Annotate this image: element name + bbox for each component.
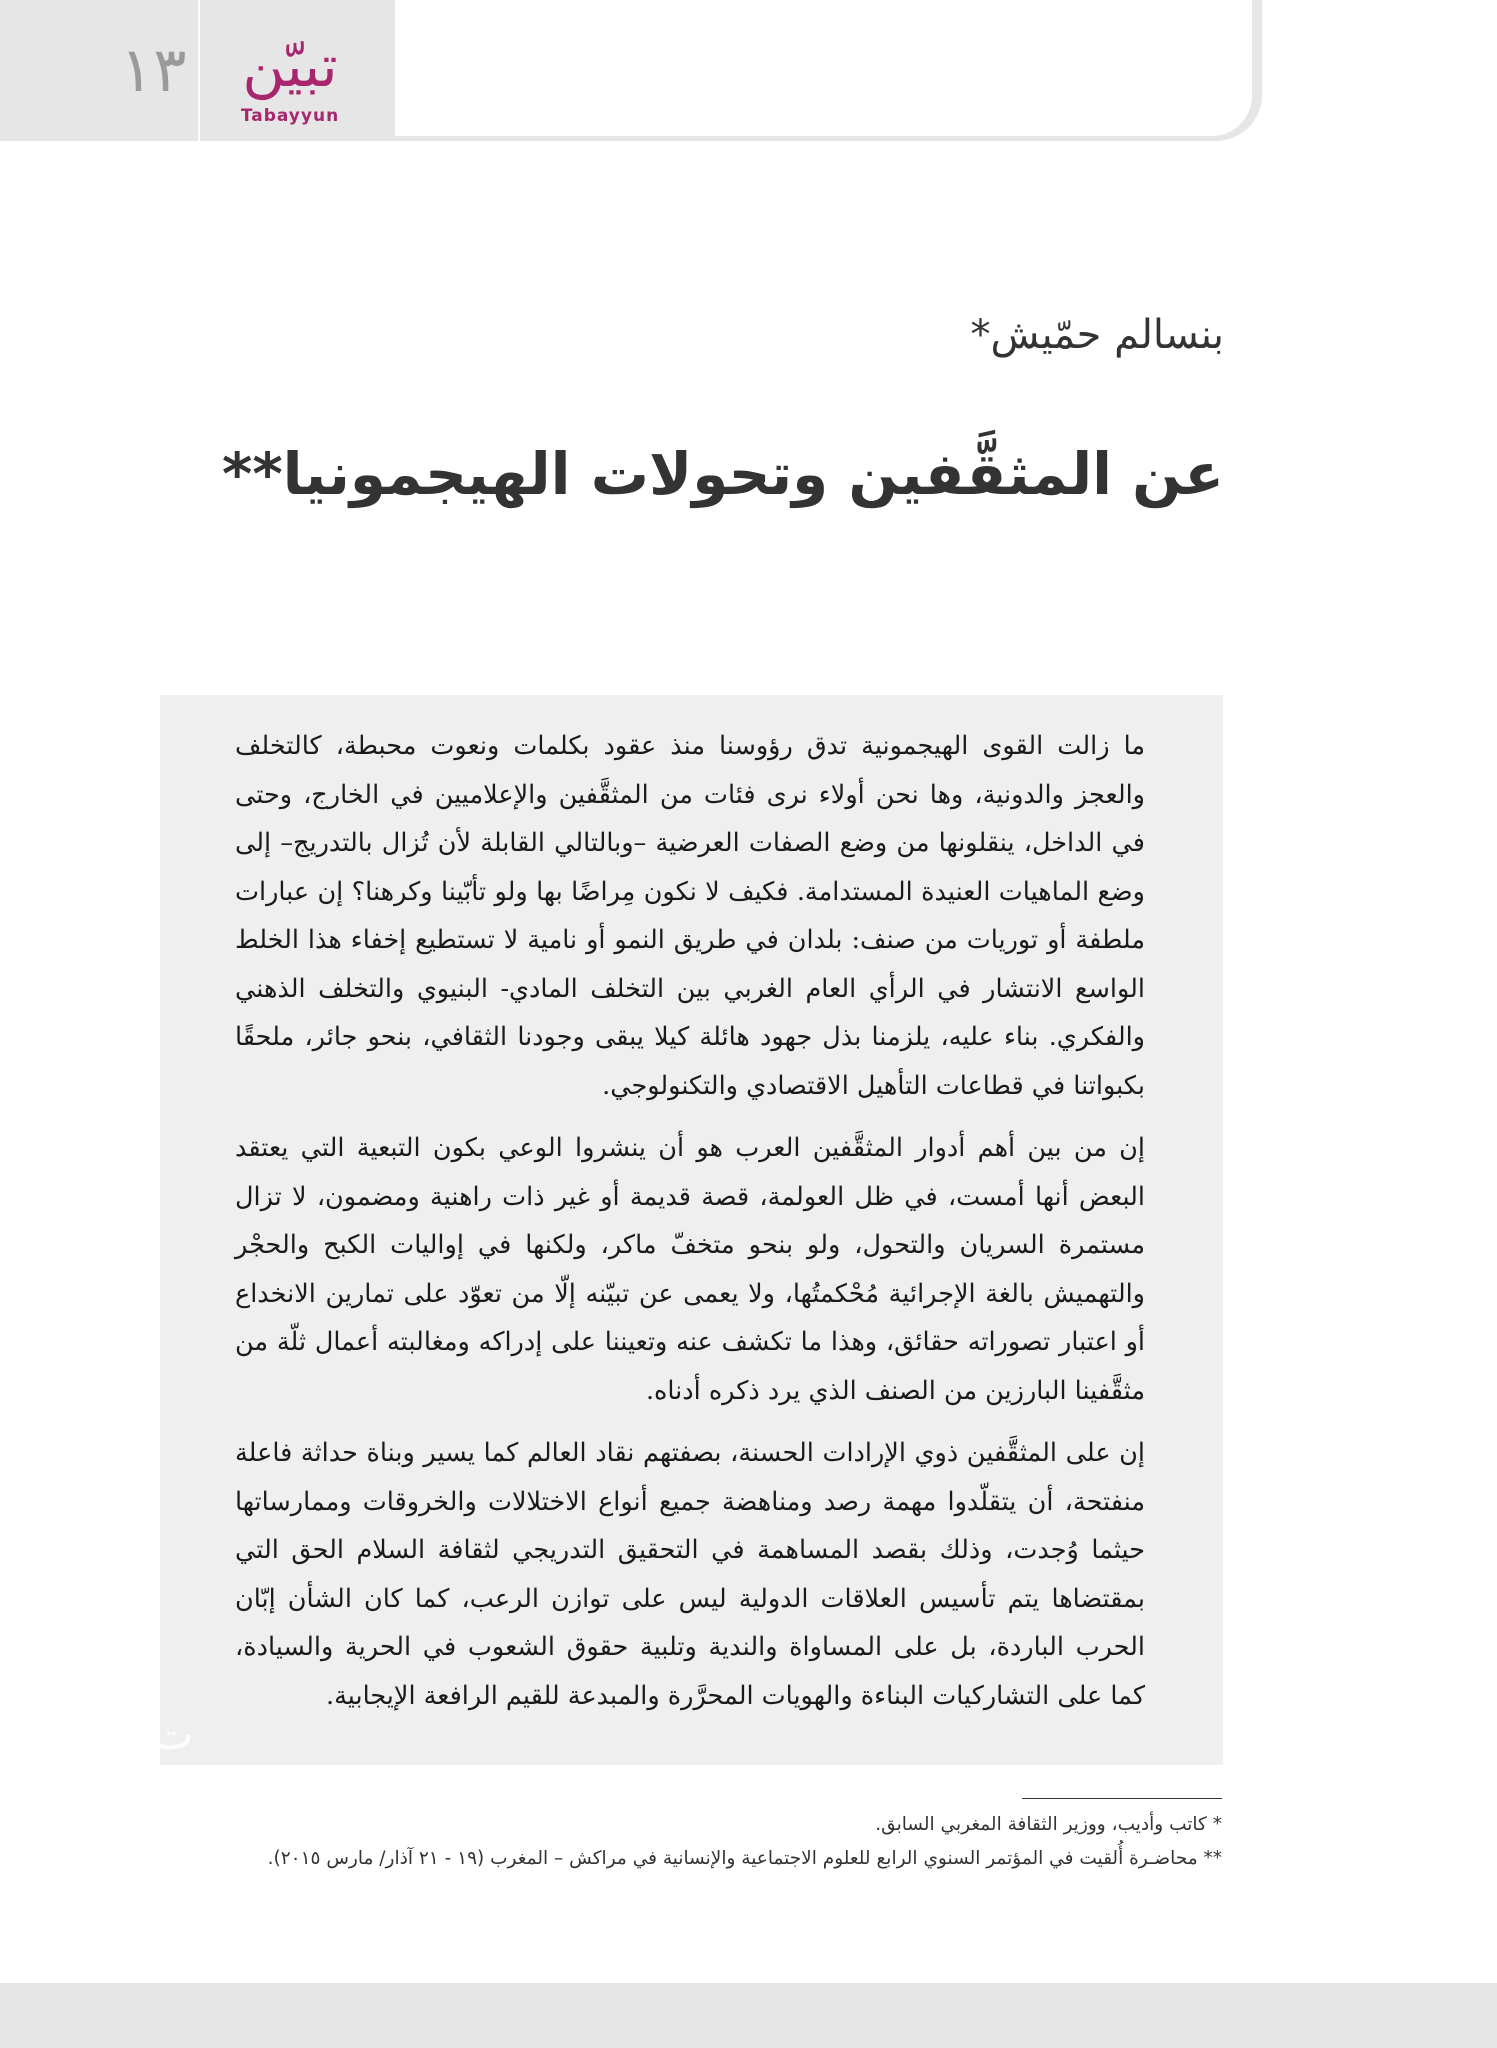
logo-latin: Tabayyun xyxy=(240,106,340,126)
paragraph-2: إن من بين أهم أدوار المثقَّفين العرب هو أن ينشروا الوعي بكون التبعية التي يعتقد البعض أنها أمست، في ظل العولمة، قصة قديمة أو غير ذات راهنية ومضمون، لا تزال مستمرة السريان والتحول، ولو بنحو متخفّ ماكر، ولكنها في إواليات الكبح والحجْر والتهميش بالغة الإجرائية مُحْكمتُها، ولا يعمى عن تبيّنه إلّا من تعوّد على تمارين الانخداع أو اعتبار تصوراته حقائق، وهذا ما تكشف عنه وتعيننا على إدراكه ومغالبته أعمال ثلّة من مثقَّفينا البارزين من الصنف الذي يرد ذكره أدناه. xyxy=(235,1133,1145,1406)
footnotes xyxy=(140,1808,1222,1876)
article-title: عن المثقَّفين وتحولات الهيجمونيا** xyxy=(221,440,1224,508)
footnote-rule xyxy=(1022,1798,1222,1799)
logo-box xyxy=(0,0,395,141)
paragraph-3: إن على المثقَّفين ذوي الإرادات الحسنة، بصفتهم نقاد العالم كما يسير وبناة حداثة فاعلة منفتحة، أن يتقلّدوا مهمة رصد ومناهضة جميع أنواع الاختلالات والخروقات وممارساتها حيثما وُجدت، وذلك بقصد المساهمة في التحقيق التدريجي لثقافة السلام الحق التي بمقتضاها يتم تأسيس العلاقات الدولية ليس على توازن الرعب، كما كان الشأن إبّان الحرب الباردة، بل على المساواة والندية وتلبية حقوق الشعوب في الحرية والسيادة، كما على التشاركيات البناءة والهويات المحرَّرة والمبدعة للقيم الرافعة الإيجابية. xyxy=(235,1438,1145,1711)
paragraph-1: ما زالت القوى الهيجمونية تدق رؤوسنا منذ عقود بكلمات ونعوت محبطة، كالتخلف والعجز والدونية، وها نحن أولاء نرى فئات من المثقَّفين والإعلاميين في الخارج، وحتى في الداخل، ينقلونها من وضع الصفات العرضية –وبالتالي القابلة لأن تُزال بالتدريج– إلى وضع الماهيات العنيدة المستدامة. فكيف لا نكون مِراضًا بها ولو تأبّينا وكرهنا؟ إن عبارات ملطفة أو توريات من صنف: بلدان في طريق النمو أو نامية لا تستطيع إخفاء هذا الخلط الواسع الانتشار في الرأي العام الغربي بين التخلف المادي- البنيوي والتخلف الذهني والفكري. بناء عليه، يلزمنا بذل جهود هائلة كيلا يبقى وجودنا الثقافي، بنحو جائر، ملحقًا بكبواتنا في قطاعات التأهيل الاقتصادي والتكنولوجي. xyxy=(235,731,1145,1101)
logo-separator xyxy=(198,0,200,141)
footnote-2: ** محاضـرة أُلقيت في المؤتمر السنوي الرابع للعلوم الاجتماعية والإنسانية في مراكش – المغرب (١٩ - ٢١ آذار/ مارس ٢٠١٥). xyxy=(267,1848,1222,1869)
footer-bar xyxy=(0,1983,1497,2048)
watermark-logo-icon: ت xyxy=(152,1709,194,1760)
logo-arabic: تبيّن xyxy=(242,32,338,100)
footnote-1: * كاتب وأديب، ووزير الثقافة المغربي السابق. xyxy=(875,1814,1222,1835)
article-body xyxy=(235,722,1145,1734)
author-name: بنسالم حمّيش* xyxy=(970,312,1224,358)
page-number: ١٣ xyxy=(120,33,187,106)
